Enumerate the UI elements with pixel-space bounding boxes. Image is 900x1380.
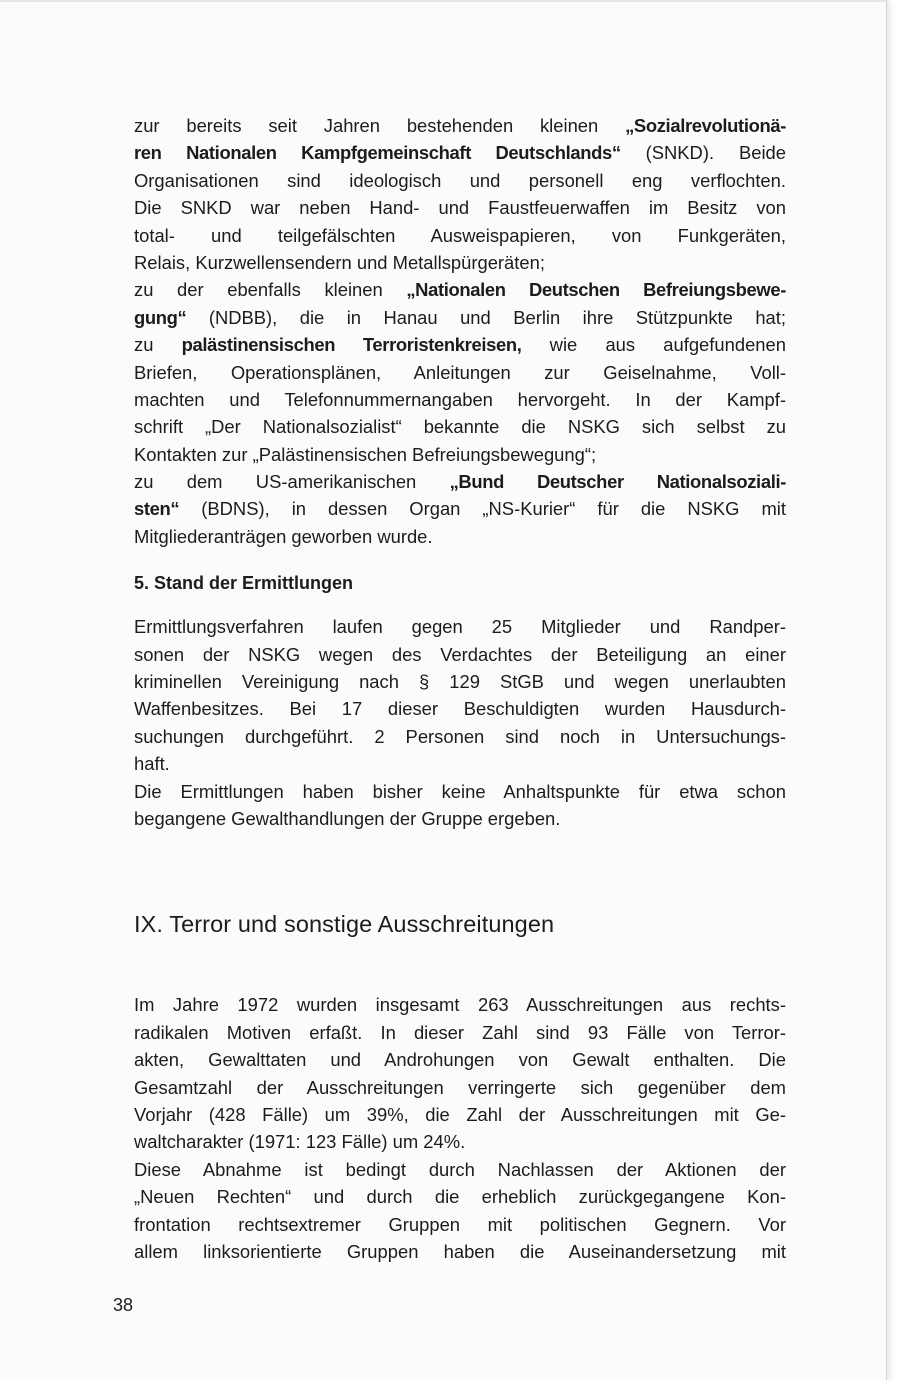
- text-line: zu palästinensischen Terroristenkreisen, wie aus aufgefundenen: [134, 334, 786, 356]
- text-line: Organisationen sind ideologisch und personell eng verflochten.: [134, 169, 786, 191]
- bold-term: „Sozialrevolutionä-: [625, 115, 786, 136]
- bold-term: gung“: [134, 306, 187, 328]
- bold-term: „Nationalen Deutschen Befreiungsbewe-: [406, 279, 786, 301]
- text-line: Ermittlungsverfahren laufen gegen 25 Mitglieder und Randper-: [134, 616, 786, 638]
- text-line: Vorjahr (428 Fälle) um 39%, die Zahl der Ausschreitungen mit Ge-: [134, 1103, 786, 1125]
- text-line: Mitgliederanträgen geworben wurde.: [134, 525, 433, 547]
- text-line: radikalen Motiven erfaßt. In dieser Zahl sind 93 Fälle von Terror-: [134, 1021, 786, 1043]
- text-line: zu dem US-amerikanischen „Bund Deutscher Nationalsoziali-: [134, 471, 786, 493]
- text-line: sonen der NSKG wegen des Verdachtes der Beteiligung an einer: [134, 643, 786, 665]
- text-line: ren Nationalen Kampfgemeinschaft Deutschlands“ (SNKD). Beide: [134, 142, 786, 164]
- page-content: [134, 112, 786, 1265]
- text-line: Relais, Kurzwellensendern und Metallspürgeräten;: [134, 251, 545, 273]
- text-line: Briefen, Operationsplänen, Anleitungen zur Geiselnahme, Voll-: [134, 361, 786, 383]
- text-line: sten“ (BDNS), in dessen Organ „NS-Kurier“ für die NSKG mit: [134, 498, 786, 520]
- text-line: Die SNKD war neben Hand- und Faustfeuerwaffen im Besitz von: [134, 197, 786, 219]
- text-line: Waffenbesitzes. Bei 17 dieser Beschuldigten wurden Hausdurch-: [134, 698, 786, 720]
- text-line: zu der ebenfalls kleinen „Nationalen Deutschen Befreiungsbewe-: [134, 279, 786, 301]
- bold-term: „Bund Deutscher Nationalsoziali-: [449, 471, 786, 493]
- text-line: Die Ermittlungen haben bisher keine Anhaltspunkte für etwa schon: [134, 780, 786, 802]
- text-line: zur bereits seit Jahren bestehenden kleinen „Sozialrevolutionä-: [134, 115, 786, 136]
- paragraph-organisations: [134, 112, 786, 550]
- text-line: Im Jahre 1972 wurden insgesamt 263 Ausschreitungen aus rechts-: [134, 994, 786, 1016]
- text-line: schrift „Der Nationalsozialist“ bekannte die NSKG sich selbst zu: [134, 416, 786, 438]
- text-line: „Neuen Rechten“ und durch die erheblich zurückgegangene Kon-: [134, 1186, 786, 1208]
- page-top-edge: [0, 0, 886, 2]
- text-line: haft.: [134, 753, 170, 775]
- paragraph-terror: [134, 991, 786, 1265]
- page-number: 38: [113, 1295, 134, 1315]
- text-line: machten und Telefonnummernangaben hervorgeht. In der Kampf-: [134, 388, 786, 410]
- text-line: frontation rechtsextremer Gruppen mit politischen Gegnern. Vor: [134, 1213, 786, 1235]
- text-line: total- und teilgefälschten Ausweispapieren, von Funkgeräten,: [134, 224, 786, 246]
- text-line: waltcharakter (1971: 123 Fälle) um 24%.: [134, 1131, 466, 1153]
- text-line: kriminellen Vereinigung nach § 129 StGB und wegen unerlaubten: [134, 671, 786, 693]
- text-line: akten, Gewalttaten und Androhungen von Gewalt enthalten. Die: [134, 1049, 786, 1071]
- text-line: begangene Gewalthandlungen der Gruppe ergeben.: [134, 807, 561, 829]
- text-line: Diese Abnahme ist bedingt durch Nachlassen der Aktionen der: [134, 1158, 786, 1180]
- bold-term: palästinensischen Terroristenkreisen,: [181, 334, 522, 356]
- text-line: Gesamtzahl der Ausschreitungen verringerte sich gegenüber dem: [134, 1076, 786, 1098]
- text-line: suchungen durchgeführt. 2 Personen sind noch in Untersuchungs-: [134, 725, 786, 747]
- text-line: gung“ (NDBB), die in Hanau und Berlin ihre Stützpunkte hat;: [134, 306, 786, 328]
- text-line: Kontakten zur „Palästinensischen Befreiungsbewegung“;: [134, 443, 597, 465]
- paragraph-investigations: [134, 613, 786, 832]
- bold-term: ren Nationalen Kampfgemeinschaft Deutschlands“: [134, 142, 621, 164]
- bold-term: sten“: [134, 498, 180, 520]
- text-line: allem linksorientierte Gruppen haben die Auseinandersetzung mit: [134, 1240, 786, 1262]
- section-heading: 5. Stand der Ermittlungen: [134, 573, 354, 594]
- chapter-heading: IX. Terror und sonstige Ausschreitungen: [134, 911, 555, 938]
